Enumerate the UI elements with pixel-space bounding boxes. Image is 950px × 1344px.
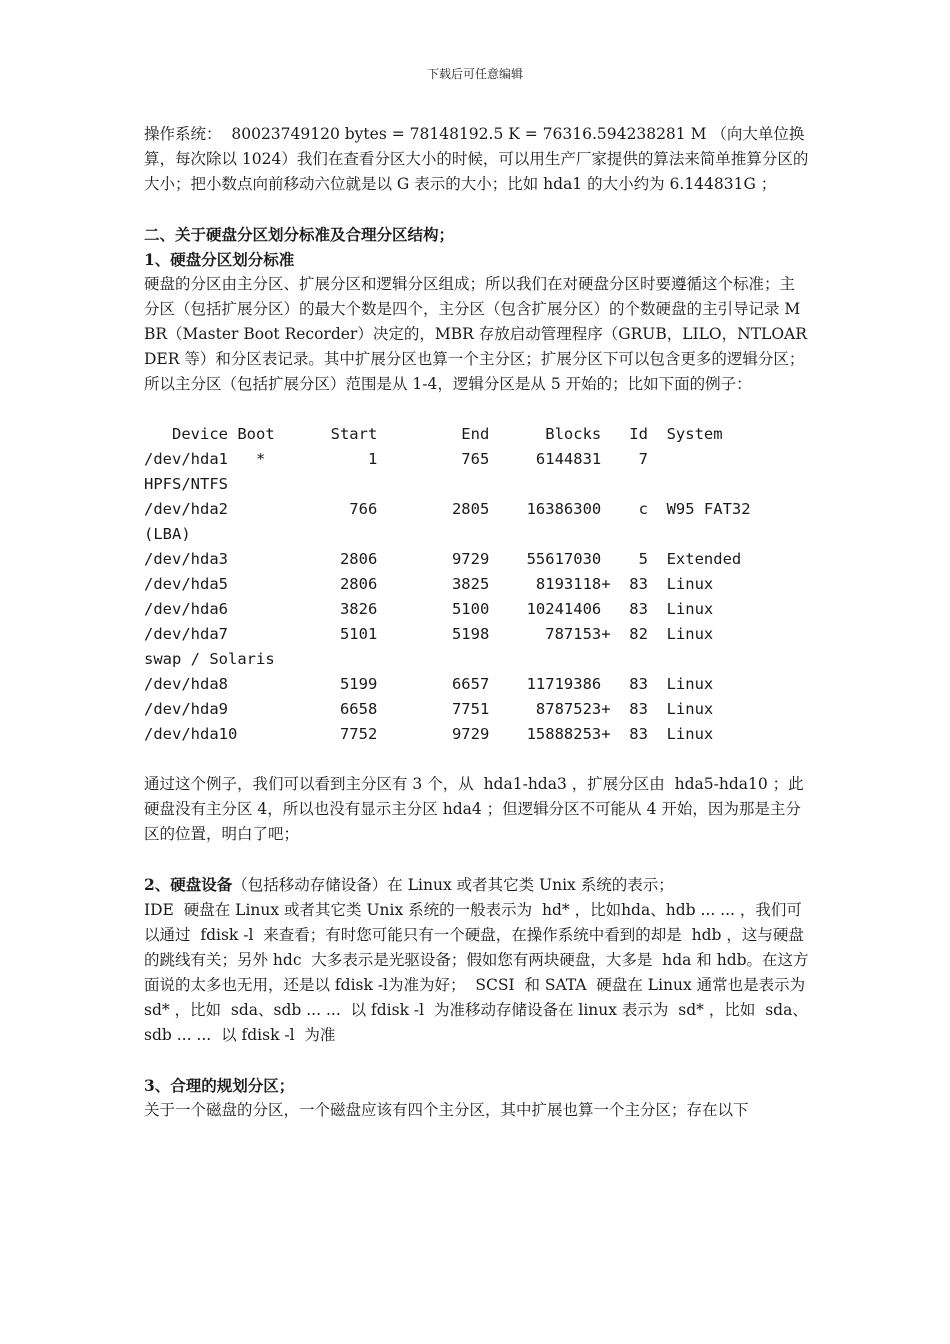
partition-table-line: /dev/hda5 2806 3825 8193118+ 83 Linux [144,575,714,593]
spacer [144,197,809,222]
partition-table-header: Device Boot Start End Blocks Id System [144,425,723,443]
spacer [144,747,809,772]
partition-table-line: /dev/hda2 766 2805 16386300 c W95 FAT32 [144,500,751,518]
spacer [144,847,809,872]
paragraph-device-naming: IDE 硬盘在 Linux 或者其它类 Unix 系统的一般表示为 hd* ，比如hda、hdb ... ... ，我们可以通过 fdisk -l 来查看；有时您可能只有一个硬盘，在操作系统中看到的却是 hdb ，这与硬盘的跳线有关；另外 hdc 大多表示是光驱设备；假如您有两块硬盘，大多是 hda 和 hdb。在这方面说的太多也无用，还是以 fdisk -l为准为好； SCSI 和 SATA 硬盘在 Linux 通常也是表示为 sd* ，比如 sda、sdb ... ... 以 fdisk -l 为准移动存储设备在 linux 表示为 sd* ，比如 sda、sdb ... ... 以 fdisk -l 为准 [144,901,816,1044]
subsection-title-partition-standard: 1、硬盘分区划分标准 [144,250,295,269]
subsection-title-partition-planning: 3、合理的规划分区； [144,1076,295,1095]
paragraph-partition-planning: 关于一个磁盘的分区，一个磁盘应该有四个主分区，其中扩展也算一个主分区；存在以下 [144,1101,749,1119]
partition-table-line: /dev/hda9 6658 7751 8787523+ 83 Linux [144,700,714,718]
spacer [144,1048,809,1073]
partition-table-line: /dev/hda1 * 1 765 6144831 7 [144,450,648,468]
subsection-title-device-naming [144,872,809,898]
partition-table-line: (LBA) [144,525,191,543]
partition-table-line: /dev/hda10 7752 9729 15888253+ 83 Linux [144,725,714,743]
paragraph-example-explanation: 通过这个例子，我们可以看到主分区有 3 个，从 hda1-hda3 ，扩展分区由 hda5-hda10 ；此硬盘没有主分区 4，所以也没有显示主分区 hda4 ；但逻辑分区不可能从 4 开始，因为那是主分区的位置，明白了吧； [144,775,804,843]
partition-table-line: /dev/hda7 5101 5198 787153+ 82 Linux [144,625,714,643]
partition-table [144,422,809,747]
document-body [144,122,816,1123]
partition-table-line: /dev/hda6 3826 5100 10241406 83 Linux [144,600,714,618]
page-header-note: 下载后可任意编辑 [426,67,523,81]
partition-table-line: /dev/hda3 2806 9729 55617030 5 Extended [144,550,742,568]
partition-table-line: /dev/hda8 5199 6657 11719386 83 Linux [144,675,714,693]
paragraph-partition-rules: 硬盘的分区由主分区、扩展分区和逻辑分区组成；所以我们在对硬盘分区时要遵循这个标准；主分区（包括扩展分区）的最大个数是四个，主分区（包含扩展分区）的个数硬盘的主引导记录 MBR（Master Boot Recorder）决定的，MBR 存放启动管理程序（GRUB，LILO，NTLOARDER 等）和分区表记录。其中扩展分区也算一个主分区；扩展分区下可以包含更多的逻辑分区；所以主分区（包括扩展分区）范围是从 1-4，逻辑分区是从 5 开始的；比如下面的例子： [144,275,807,393]
section-title-partition-standards: 二、关于硬盘分区划分标准及合理分区结构； [144,225,455,244]
paragraph-capacity-conversion: 操作系统： 80023749120 bytes = 78148192.5 K = 76316.594238281 M （向大单位换算，每次除以 1024）我们在查看分区大小的时候，可以用生产厂家提供的算法来简单推算分区的大小；把小数点向前移动六位就是以 G 表示的大小；比如 hda1 的大小约为 6.144831G ； [144,125,809,193]
partition-table-line: swap / Solaris [144,650,275,668]
subsection-title-rest: （包括移动存储设备）在 Linux 或者其它类 Unix 系统的表示； [232,876,674,894]
partition-table-line: HPFS/NTFS [144,475,228,493]
subsection-title-bold: 2、硬盘设备 [144,875,233,894]
spacer [144,397,809,422]
